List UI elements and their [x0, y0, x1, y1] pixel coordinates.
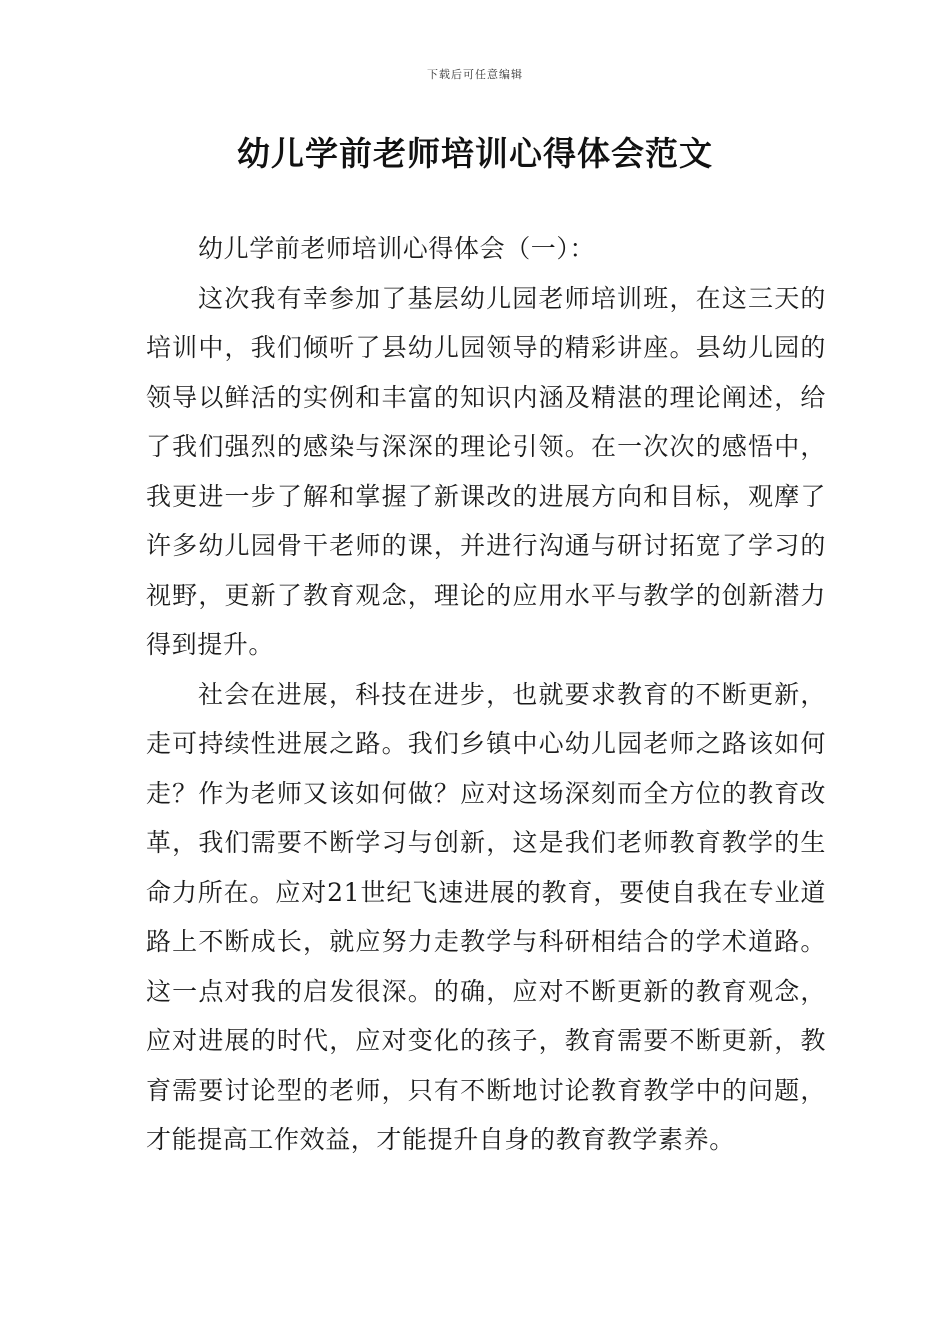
- body-paragraph-2: 社会在进展，科技在进步，也就要求教育的不断更新，走可持续性进展之路。我们乡镇中心幼儿园老师之路该如何走？作为老师又该如何做？应对这场深刻而全方位的教育改革，我们需要不断学习与创新，这是我们老师教育教学的生命力所在。应对21世纪飞速进展的教育，要使自我在专业道路上不断成长，就应努力走教学与科研相结合的学术道路。这一点对我的启发很深。的确，应对不断更新的教育观念，应对进展的时代，应对变化的孩子，教育需要不断更新，教育需要讨论型的老师，只有不断地讨论教育教学中的问题，才能提高工作效益，才能提升自身的教育教学素养。: [146, 679, 826, 1154]
- section-subheading: 幼儿学前老师培训心得体会（一）：: [198, 234, 596, 263]
- body-paragraph-1: 这次我有幸参加了基层幼儿园老师培训班，在这三天的培训中，我们倾听了县幼儿园领导的精彩讲座。县幼儿园的领导以鲜活的实例和丰富的知识内涵及精湛的理论阐述，给了我们强烈的感染与深深的理论引领。在一次次的感悟中，我更进一步了解和掌握了新课改的进展方向和目标，观摩了许多幼儿园骨干老师的课，并进行沟通与研讨拓宽了学习的视野，更新了教育观念，理论的应用水平与教学的创新潜力得到提升。: [146, 283, 826, 659]
- document-title: 幼儿学前老师培训心得体会范文: [237, 134, 713, 173]
- header-note: 下载后可任意编辑: [427, 68, 523, 81]
- document-body: [146, 224, 826, 1165]
